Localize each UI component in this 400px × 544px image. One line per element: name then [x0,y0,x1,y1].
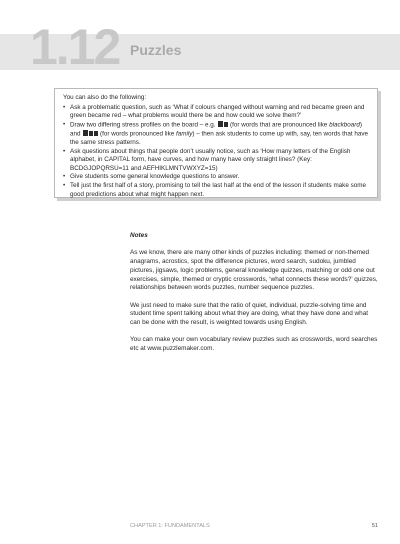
list-item [63,148,369,174]
footer-chapter: CHAPTER 1: FUNDAMENTALS [130,523,210,529]
activity-list [63,104,369,200]
stress-pattern-strong-weak-weak-icon [82,130,98,137]
list-item-text: ) and [70,121,362,138]
example-word-family: family [175,130,193,138]
list-item [63,173,369,182]
section-number: 1.12 [30,19,120,75]
activity-box [54,88,378,198]
list-item [63,121,369,148]
list-item-text: ) – then ask students to come up with, say, ten words that have the same stress patterns. [70,130,369,146]
notes-paragraph: We just need to make sure that the ratio of quiet, individual, puzzle-solving time and student time spent talking about what they are doing, what they have done and what can be done with the result, is weighted towards using English. [130,301,369,326]
list-item [63,104,369,121]
page-number: 51 [371,523,378,529]
notes-paragraph: You can make your own vocabulary review puzzles such as crosswords, word searches etc at www.puzzlemaker.com. [130,336,378,353]
page-footer [130,523,378,533]
list-item-text: Ask a problematic question, such as ‘What if colours changed without warning and red became green and green became red – what problems would there be and how could we solve them?’ [70,103,365,120]
list-item [63,182,369,199]
section-title: Puzzles [130,42,182,58]
list-item-text: Give students some general knowledge questions to answer. [70,173,240,181]
notes-paragraph: As we know, there are many other kinds of puzzles including: themed or non-themed anagrams, acrostics, spot the difference pictures, word search, sudoku, jumbled pictures, jigsaws, logic problems, general knowledge quizzes, matching or odd one out exercises, simple, themed or cryptic crosswords, ‘what connects these words?’ quizzes, relationships between words puzzles, number sequence puzzles. [130,249,378,292]
bullet-icon: • [63,147,66,155]
notes-section [130,232,378,362]
bullet-icon: • [63,173,66,181]
list-item-text: (for words pronounced like [100,130,175,138]
list-item-text: Tell just the first half of a story, promising to tell the last half at the end of the lesson if students make some good predictions about what might happen next. [70,181,366,198]
bullet-icon: • [63,181,66,189]
stress-pattern-strong-weak-icon [217,121,228,128]
list-item-text: Draw two differing stress profiles on the board – e.g. [70,121,216,129]
bullet-icon: • [63,103,66,111]
example-word-blackboard: blackboard [329,121,360,129]
bullet-icon: • [63,120,66,128]
list-item-text: (for words that are pronounced like [230,121,328,129]
list-item-text: Ask questions about things that people don’t usually notice, such as ‘How many letters of the English alphabet, in CAPITAL form, have curves, and how many have only straight lines? (Key: BCDGJOPQRSU=11 and AEFHIKLMNTVWXYZ=15) [70,147,351,172]
notes-heading: Notes [130,232,148,239]
activity-intro: You can also do the following: [63,94,147,101]
